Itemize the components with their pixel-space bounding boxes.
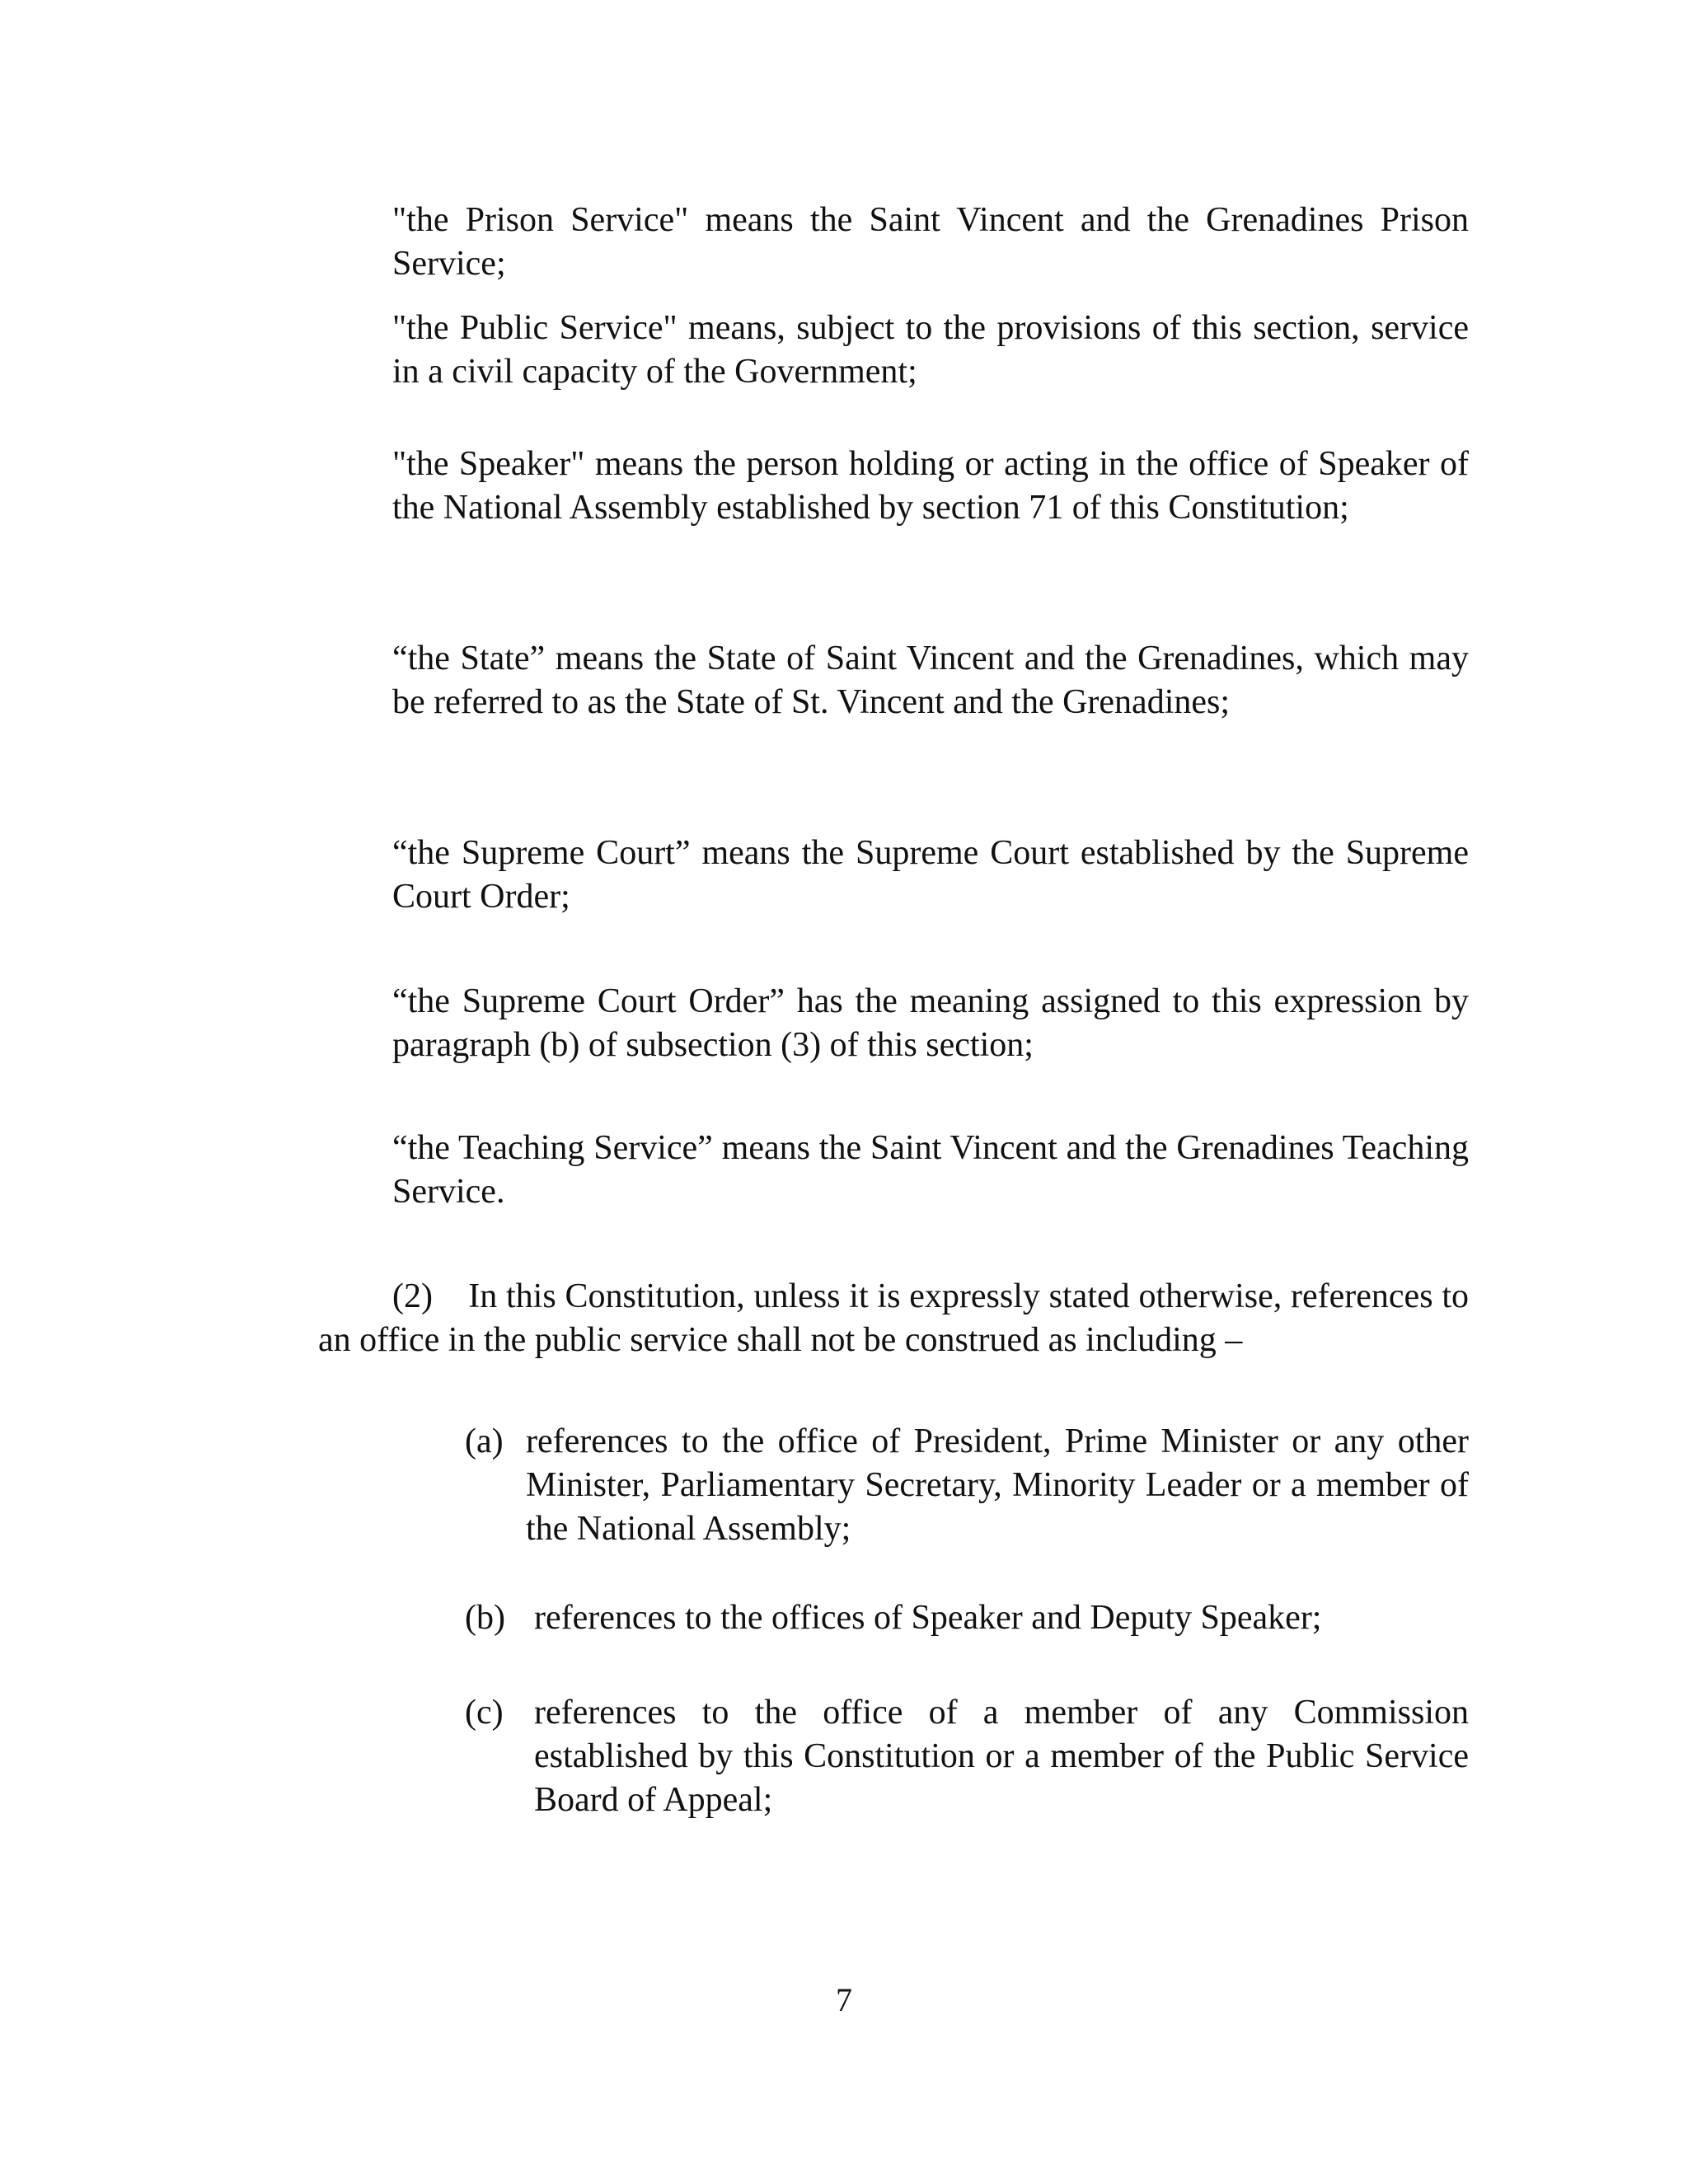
list-item-label: (c) bbox=[465, 1694, 504, 1732]
list-item-label: (b) bbox=[465, 1599, 505, 1637]
definition-state: “the State” means the State of Saint Vincent and the Grenadines, which may be referred to as the State of St. Vincent and the Grenadines; bbox=[392, 640, 1469, 721]
definition-supreme-court-order: “the Supreme Court Order” has the meaning assigned to this expression by paragraph (b) of subsection (3) of this section; bbox=[392, 982, 1469, 1064]
subsection-number: (2) bbox=[392, 1277, 433, 1315]
list-item-label: (a) bbox=[465, 1422, 504, 1460]
subsection-text: In this Constitution, unless it is expressly stated otherwise, references to an office in the public service shall not be construed as including – bbox=[318, 1277, 1470, 1359]
list-item-text: references to the office of a member of any Commission established by this Constitution or a member of the Public Service Board of Appeal; bbox=[534, 1694, 1469, 1819]
list-item-text: references to the office of President, Prime Minister or any other Minister, Parliamentary Secretary, Minority Leader or a member of the National Assembly; bbox=[526, 1422, 1469, 1548]
list-item-text: references to the offices of Speaker and Deputy Speaker; bbox=[534, 1599, 1322, 1637]
definition-supreme-court: “the Supreme Court” means the Supreme Court established by the Supreme Court Order; bbox=[392, 834, 1469, 916]
subsection-2 bbox=[318, 1275, 1469, 1362]
definition-prison-service: "the Prison Service" means the Saint Vincent and the Grenadines Prison Service; bbox=[392, 201, 1469, 283]
page-number: 7 bbox=[836, 1981, 852, 2018]
definition-teaching-service: “the Teaching Service” means the Saint Vincent and the Grenadines Teaching Service. bbox=[392, 1129, 1469, 1211]
definition-speaker: "the Speaker" means the person holding or acting in the office of Speaker of the National Assembly established by section 71 of this Constitution; bbox=[392, 445, 1469, 527]
definition-public-service: "the Public Service" means, subject to the provisions of this section, service in a civil capacity of the Government; bbox=[392, 309, 1469, 391]
